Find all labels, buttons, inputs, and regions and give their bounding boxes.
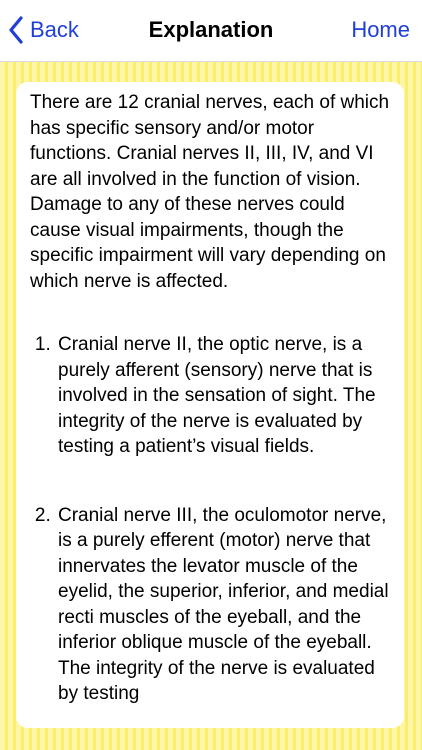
chevron-left-icon (8, 16, 24, 44)
page-title: Explanation (148, 17, 274, 42)
nerve-list (30, 332, 390, 707)
navigation-bar (0, 0, 422, 62)
back-button[interactable] (8, 13, 79, 47)
list-item: 2. Cranial nerve III, the oculomotor nerve, is a purely efferent (motor) nerve that innervates the levator muscle of the eyelid, the superior, inferior, and medial recti muscles of the eyeball, and the inferior oblique muscle of the eyeball. The integrity of the nerve is evaluated by testing (56, 503, 390, 707)
explanation-card[interactable] (16, 82, 404, 728)
striped-background (0, 62, 422, 750)
explanation-text (16, 82, 404, 707)
intro-paragraph: There are 12 cranial nerves, each of which has specific sensory and/or motor functions. Cranial nerves II, III, IV, and VI are all involved in the function of vision. Damage to any of these nerves could cause visual impairments, though the specific impairment will vary depending on which nerve is affected. (30, 92, 390, 292)
back-button-label: Back (30, 17, 79, 42)
home-button[interactable]: Home (351, 17, 410, 42)
list-item: 1. Cranial nerve II, the optic nerve, is a purely afferent (sensory) nerve that is involved in the sensation of sight. The integrity of the nerve is evaluated by testing a patient’s visual fields. (56, 332, 390, 460)
